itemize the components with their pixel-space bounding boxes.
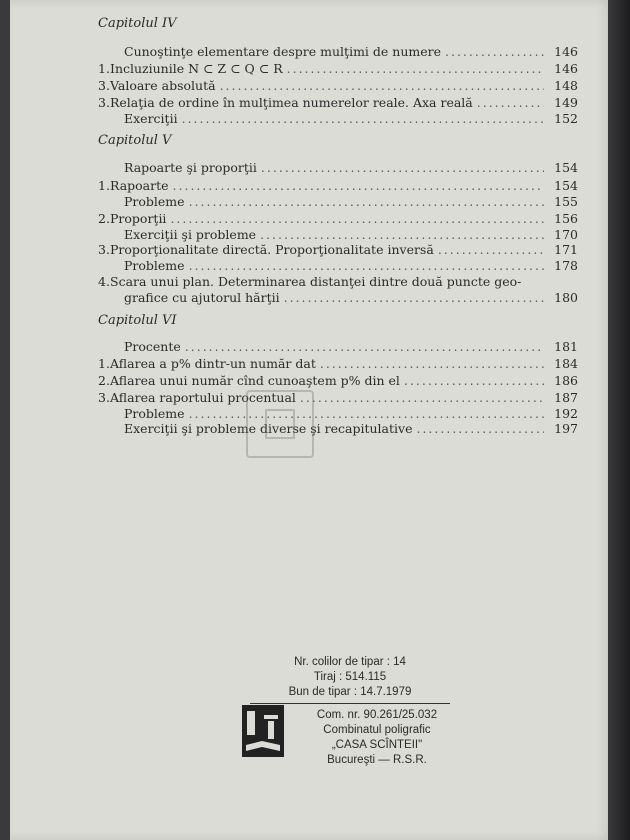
entry-text: Scara unui plan. Determinarea distanţei dintre două puncte geo-	[110, 274, 522, 289]
entry-text: Proporţionalitate directă. Proporţionalitate inversă	[110, 242, 434, 257]
printer-line-1: Combinatul poligrafic	[323, 724, 431, 736]
entry-number: 1.	[98, 61, 110, 76]
printer-line-2: „CASA SCÎNTEII"	[331, 739, 423, 751]
entry-page: 192	[554, 406, 578, 421]
entry-page: 170	[554, 227, 578, 242]
entry-number: 1.	[98, 178, 110, 193]
entry-page: 156	[554, 211, 578, 226]
entry-text: Procente	[124, 339, 181, 354]
colophon-divider	[250, 703, 450, 704]
entry-text: Probleme	[124, 258, 185, 273]
entry-page: 149	[554, 95, 578, 110]
entry-text: Cunoştinţe elementare despre mulţimi de numere	[124, 44, 441, 59]
colophon-print-run: Tiraj : 514.115	[313, 671, 387, 683]
colophon-sheets: Nr. colilor de tipar : 14	[294, 656, 406, 668]
entry-page: 155	[554, 194, 578, 209]
order-number: Com. nr. 90.261/25.032	[316, 709, 438, 721]
entry-text: Rapoarte	[110, 178, 169, 193]
entry-text: Valoare absolută	[110, 78, 216, 93]
printer-logo-icon	[242, 705, 284, 757]
toc-entry	[98, 160, 578, 176]
toc-entry	[98, 290, 578, 306]
entry-page: 154	[554, 178, 578, 193]
page-edge	[608, 0, 630, 840]
watermark-icon	[246, 390, 314, 458]
entry-text: Rapoarte şi proporţii	[124, 160, 257, 175]
toc-entry	[98, 258, 578, 274]
entry-number: 1.	[98, 356, 110, 371]
entry-number: 3.	[98, 78, 110, 93]
entry-page: 187	[554, 390, 578, 405]
toc-entry	[98, 211, 578, 227]
entry-text: Probleme	[124, 406, 185, 421]
entry-text: Aflarea raportului procentual	[110, 390, 296, 405]
toc-entry	[98, 339, 578, 355]
book-page	[10, 0, 612, 840]
entry-text: Exerciţii şi probleme diverse şi recapitulative	[124, 421, 413, 436]
toc-entry	[98, 406, 578, 422]
entry-number: 4.	[98, 274, 110, 289]
entry-number: 3.	[98, 95, 110, 110]
entry-page: 180	[554, 290, 578, 305]
entry-page: 178	[554, 258, 578, 273]
toc-entry	[98, 44, 578, 60]
entry-text: Incluziunile N ⊂ Z ⊂ Q ⊂ R	[110, 61, 283, 76]
toc-entry	[98, 390, 578, 406]
toc-entry	[98, 274, 578, 290]
printer-info	[302, 708, 452, 768]
entry-page: 171	[554, 242, 578, 257]
entry-text: Probleme	[124, 194, 185, 209]
entry-number: 3.	[98, 242, 110, 257]
chapter-title: Capitolul IV	[98, 16, 177, 31]
entry-page: 181	[554, 339, 578, 354]
toc-entry	[98, 111, 578, 127]
colophon	[250, 655, 450, 707]
chapter-title: Capitolul V	[98, 133, 172, 148]
toc-entry	[98, 178, 578, 194]
toc-entry	[98, 227, 578, 243]
chapter-title: Capitolul VI	[98, 313, 177, 328]
colophon-print-date: Bun de tipar : 14.7.1979	[288, 686, 412, 698]
entry-text: Relaţia de ordine în mulţimea numerelor reale. Axa reală	[110, 95, 473, 110]
toc-entry	[98, 194, 578, 210]
entry-text: Aflarea a p% dintr-un număr dat	[110, 356, 316, 371]
printer-line-3: Bucureşti — R.S.R.	[327, 754, 427, 766]
toc-entry	[98, 373, 578, 389]
entry-text: Aflarea unui număr cînd cunoaştem p% din el	[110, 373, 400, 388]
toc-entry	[98, 61, 578, 77]
entry-text: Proporţii	[110, 211, 167, 226]
entry-number: 2.	[98, 211, 110, 226]
entry-page: 184	[554, 356, 578, 371]
entry-number: 2.	[98, 373, 110, 388]
entry-page: 146	[554, 44, 578, 59]
toc-entry	[98, 78, 578, 94]
entry-page: 152	[554, 111, 578, 126]
toc-entry	[98, 242, 578, 258]
entry-page: 148	[554, 78, 578, 93]
entry-page: 154	[554, 160, 578, 175]
entry-page: 186	[554, 373, 578, 388]
entry-text: Exerciţii şi probleme	[124, 227, 257, 242]
entry-number: 3.	[98, 390, 110, 405]
toc-entry	[98, 95, 578, 111]
entry-page: 146	[554, 61, 578, 76]
toc-entry	[98, 421, 578, 437]
entry-page: 197	[554, 421, 578, 436]
toc-entry	[98, 356, 578, 372]
entry-text: grafice cu ajutorul hărţii	[124, 290, 280, 305]
entry-text: Exerciţii	[124, 111, 178, 126]
